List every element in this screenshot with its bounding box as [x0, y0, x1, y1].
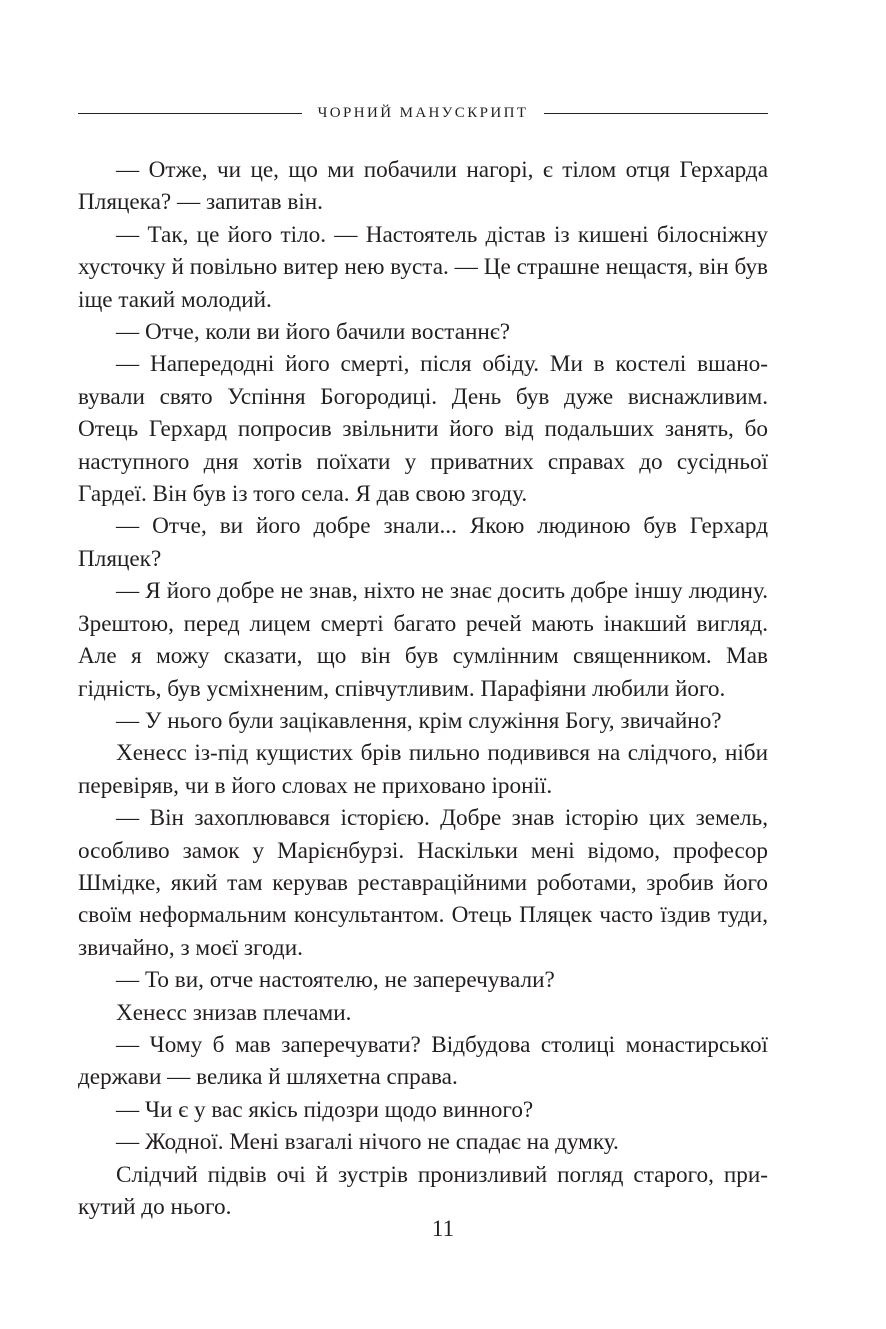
paragraph: — Отче, ви його добре знали... Якою людиною був Герхард Пляцек? [78, 513, 768, 572]
paragraph: — Напередодні його смерті, після обіду. Ми в костелі вшановували свято Успіння Богородиці. День був дуже виснажливим. Отець Герхард попросив звільнити його від подальших занять, бо наступного дня хотів поїхати у приватних справах до сусідньої Гардеї. Він був із того села. Я дав свою згоду. [78, 351, 768, 508]
paragraph: Слідчий підвів очі й зустрів пронизливий погляд старого, прикутий до нього. [78, 1161, 768, 1220]
page-number: 11 [431, 1216, 455, 1241]
paragraph: — Отче, коли ви його бачили востаннє? [116, 319, 511, 346]
header-rule-left [78, 113, 302, 114]
paragraph: — Чому б мав заперечувати? Відбудова столиці монастирської держави — велика й шляхетна справа. [78, 1031, 768, 1091]
running-header [78, 102, 768, 124]
running-title: ЧОРНИЙ МАНУСКРИПТ [317, 105, 529, 121]
paragraph: — То ви, отче настоятелю, не заперечували? [116, 967, 555, 994]
paragraph: Хенесс знизав плечами. [116, 999, 352, 1026]
paragraph: — Він захоплювався історією. Добре знав історію цих земель, особливо замок у Марієнбурзі. Наскільки мені відомо, професор Шмідке, який там керував реставраційними роботами, зробив його своїм неформальним консультантом. Отець Пляцек часто їздив туди, звичайно, з моєї згоди. [78, 805, 768, 961]
paragraph: Хенесс із-під кущистих брів пильно подивився на слідчого, ніби перевіряв, чи в його словах не приховано іронії. [78, 740, 768, 799]
paragraph: — У нього були зацікавлення, крім служіння Богу, звичайно? [116, 707, 722, 734]
paragraph: — Отже, чи це, що ми побачили нагорі, є тілом отця Герхарда Пляцека? — запитав він. [78, 157, 768, 216]
header-rule-right [544, 113, 768, 114]
paragraph: — Жодної. Мені взагалі нічого не спадає на думку. [116, 1129, 619, 1156]
body-text [78, 154, 768, 1223]
paragraph: — Так, це його тіло. — Настоятель дістав із кишені білосніжну хусточку й повільно витер нею вуста. — Це страшне нещастя, він був іще такий молодий. [78, 221, 768, 313]
paragraph: — Чи є у вас якісь підозри щодо винного? [116, 1096, 534, 1123]
paragraph: — Я його добре не знав, ніхто не знає досить добре іншу людину. Зрештою, перед лицем смерті багато речей мають інакший вигляд. Але я можу сказати, що він був сумлінним священником. Мав гідність, був усміхненим, співчутливим. Парафіяни любили його. [78, 578, 768, 702]
